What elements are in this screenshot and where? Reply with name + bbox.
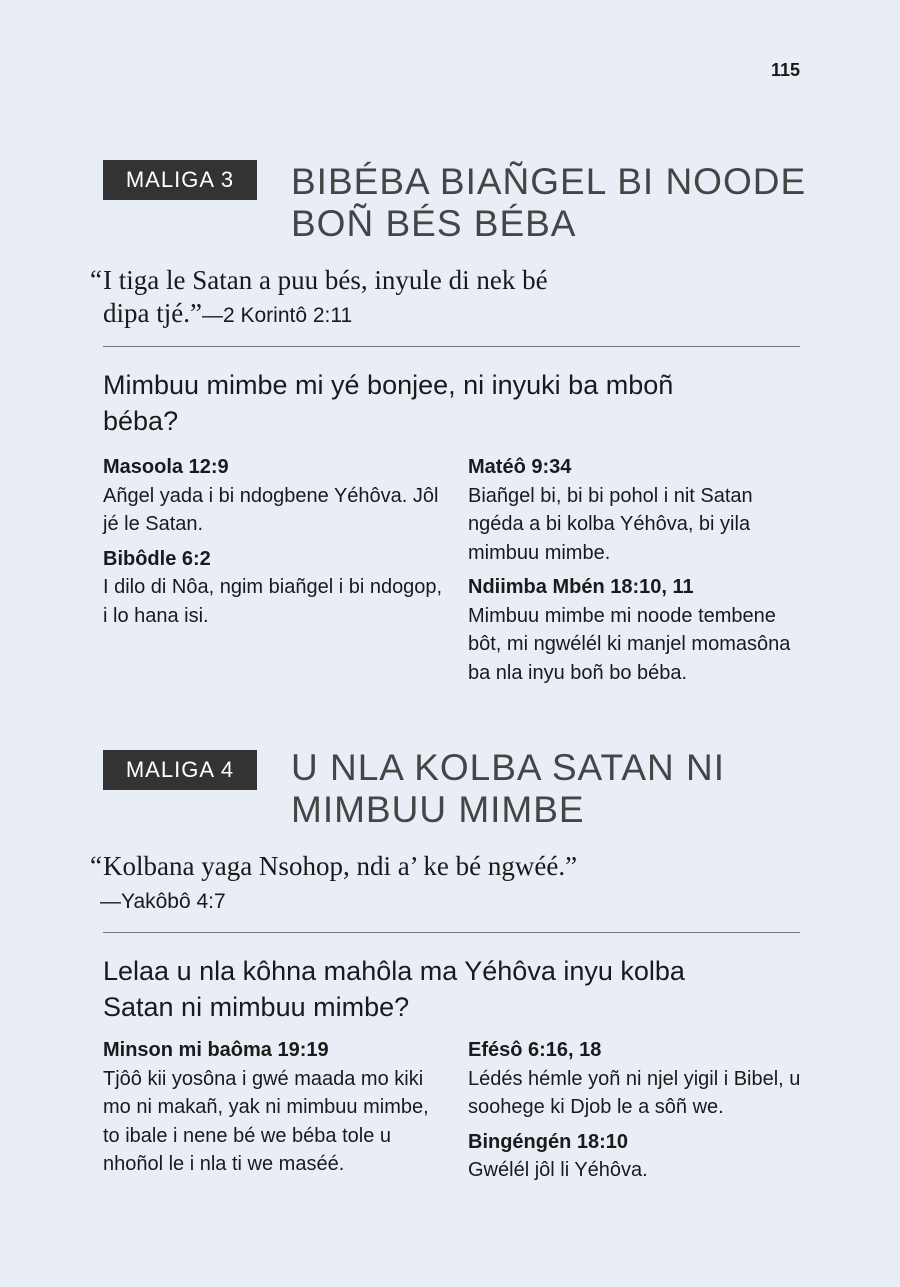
title-line: BOÑ BÉS BÉBA [291,203,577,244]
title-line: MIMBUU MIMBE [291,789,585,830]
scripture-ref: Ndiimba Mbén 18:10, 11 [468,576,694,598]
section-question: Lelaa u nla kôhna mahôla ma Yéhôva inyu kolba Satan ni mimbuu mimbe? [103,956,685,1022]
scripture-ref: Masoola 12:9 [103,456,229,478]
scripture-text: Lédés hémle yoñ ni njel yigil i Bibel, u soohege ki Djob le a sôñ we. [468,1067,801,1118]
scripture-ref: Bingéngén 18:10 [468,1130,629,1153]
scripture-ref: Minson mi baôma 19:19 [103,1039,329,1061]
scripture-text: Biañgel bi, bi bi pohol i nit Satan ngéda a bi kolba Yéhôva, bi yila mimbuu mimbe. [468,484,753,564]
left-column [103,453,443,636]
left-column [103,1036,443,1185]
scripture-entry [468,1036,808,1122]
open-quote: “ [90,851,102,881]
quote-reference: —Yakôbô 4:7 [100,890,226,913]
scripture-quote [90,264,803,332]
right-column [468,1036,808,1191]
divider [103,346,800,347]
scripture-text: I dilo di Nôa, ngim biañgel i bi ndogop, i lo hana isi. [103,576,443,627]
scripture-text: Añgel yada i bi ndogbene Yéhôva. Jôl jé le Satan. [103,484,439,535]
scripture-text: Gwélél jôl li Yéhôva. [468,1159,648,1181]
scripture-text: Tjôô kii yosôna i gwé maada mo kiki mo ni makañ, yak ni mimbuu mimbe, to ibale i nene bé we béba tole u nhoñol le i nla ti we maséé. [103,1067,429,1175]
quote-line: Kolbana yaga Nsohop, ndi a’ ke bé ngwéé.” [103,851,578,881]
quote-reference: —2 Korintô 2:11 [201,304,353,327]
scripture-ref: Efésô 6:16, 18 [468,1039,602,1061]
section-badge: MALIGA 4 [103,750,257,790]
scripture-ref: Matéô 9:34 [468,456,572,478]
quote-line: I tiga le Satan a puu bés, inyule di nek bé [103,265,548,295]
scripture-entry [468,1128,808,1185]
title-line: BIBÉBA BIAÑGEL BI NOODE [291,161,807,202]
page-number: 115 [770,60,800,80]
scripture-ref: Bibôdle 6:2 [103,547,211,570]
section-title [291,747,725,831]
right-column [468,453,808,693]
scripture-entry [103,453,443,539]
scripture-entry [103,545,443,631]
title-line: U NLA KOLBA SATAN NI [291,747,725,788]
scripture-text: Mimbuu mimbe mi noode tembene bôt, mi ngwélél ki manjel momasôna ba nla inyu boñ bo béba. [468,604,791,684]
scripture-entry [468,453,808,567]
quote-line: dipa tjé.” [103,298,202,328]
scripture-entry [103,1036,443,1179]
open-quote: “ [90,265,102,295]
section-title [291,161,806,245]
scripture-quote [90,850,803,918]
section-badge: MALIGA 3 [103,160,257,200]
divider [103,932,800,933]
section-question: Mimbuu mimbe mi yé bonjee, ni inyuki ba mboñ béba? [103,370,674,436]
scripture-entry [468,573,808,687]
